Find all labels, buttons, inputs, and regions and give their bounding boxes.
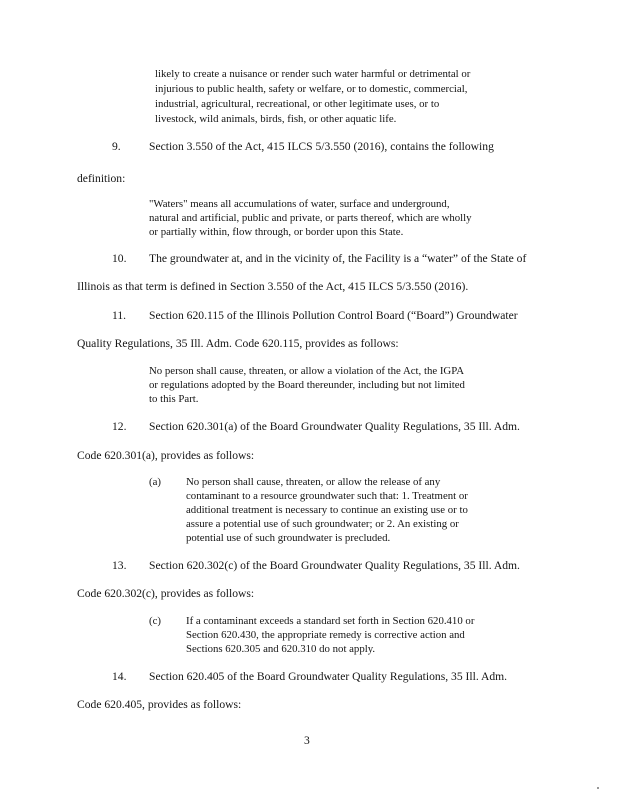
quote-line: potential use of such groundwater is precluded. — [186, 532, 391, 544]
quote-line: "Waters" means all accumulations of water, surface and underground, — [149, 198, 450, 210]
paragraph-line: Section 620.302(c) of the Board Groundwater Quality Regulations, 35 Ill. Adm. — [149, 559, 520, 572]
quote-line: contaminant to a resource groundwater such that: 1. Treatment or — [186, 490, 468, 502]
quote-line: If a contaminant exceeds a standard set forth in Section 620.410 or — [186, 615, 475, 627]
quote-line: to this Part. — [149, 393, 199, 405]
subsection-label: (a) — [149, 476, 161, 488]
quote-line: additional treatment is necessary to continue an existing use or to — [186, 504, 468, 516]
paragraph-line: Code 620.405, provides as follows: — [77, 698, 242, 711]
paragraph-number: 12. — [112, 420, 127, 433]
scan-mark — [597, 787, 599, 789]
quote-line: injurious to public health, safety or welfare, or to domestic, commercial, — [155, 83, 468, 95]
paragraph-number: 14. — [112, 670, 127, 683]
quote-line: natural and artificial, public and private, or parts thereof, which are wholly — [149, 212, 472, 224]
paragraph-line: Illinois as that term is defined in Section 3.550 of the Act, 415 ILCS 5/3.550 (2016). — [77, 280, 469, 293]
quote-line: No person shall cause, threaten, or allow the release of any — [186, 476, 441, 488]
quote-line: livestock, wild animals, birds, fish, or other aquatic life. — [155, 113, 397, 125]
quote-line: Section 620.430, the appropriate remedy is corrective action and — [186, 629, 465, 641]
paragraph-line: Section 620.301(a) of the Board Groundwater Quality Regulations, 35 Ill. Adm. — [149, 420, 520, 433]
quote-line: or regulations adopted by the Board thereunder, including but not limited — [149, 379, 465, 391]
paragraph-line: Section 3.550 of the Act, 415 ILCS 5/3.550 (2016), contains the following — [149, 140, 494, 153]
paragraph-number: 9. — [112, 140, 121, 153]
subsection-label: (c) — [149, 615, 161, 627]
paragraph-line: Quality Regulations, 35 Ill. Adm. Code 620.115, provides as follows: — [77, 337, 399, 350]
paragraph-line: definition: — [77, 172, 126, 185]
paragraph-number: 13. — [112, 559, 127, 572]
paragraph-number: 11. — [112, 309, 127, 322]
quote-line: likely to create a nuisance or render such water harmful or detrimental or — [155, 68, 471, 80]
paragraph-line: Section 620.405 of the Board Groundwater Quality Regulations, 35 Ill. Adm. — [149, 670, 508, 683]
quote-line: or partially within, flow through, or border upon this State. — [149, 226, 404, 238]
quote-line: assure a potential use of such groundwater; or 2. An existing or — [186, 518, 459, 530]
paragraph-line: Code 620.301(a), provides as follows: — [77, 449, 255, 462]
paragraph-line: Section 620.115 of the Illinois Pollution Control Board (“Board”) Groundwater — [149, 309, 518, 322]
paragraph-line: The groundwater at, and in the vicinity of, the Facility is a “water” of the State of — [149, 252, 527, 265]
page-number: 3 — [304, 734, 310, 747]
paragraph-line: Code 620.302(c), provides as follows: — [77, 587, 255, 600]
quote-line: Sections 620.305 and 620.310 do not apply. — [186, 643, 376, 655]
quote-line: industrial, agricultural, recreational, or other legitimate uses, or to — [155, 98, 440, 110]
paragraph-number: 10. — [112, 252, 127, 265]
quote-line: No person shall cause, threaten, or allow a violation of the Act, the IGPA — [149, 365, 465, 377]
